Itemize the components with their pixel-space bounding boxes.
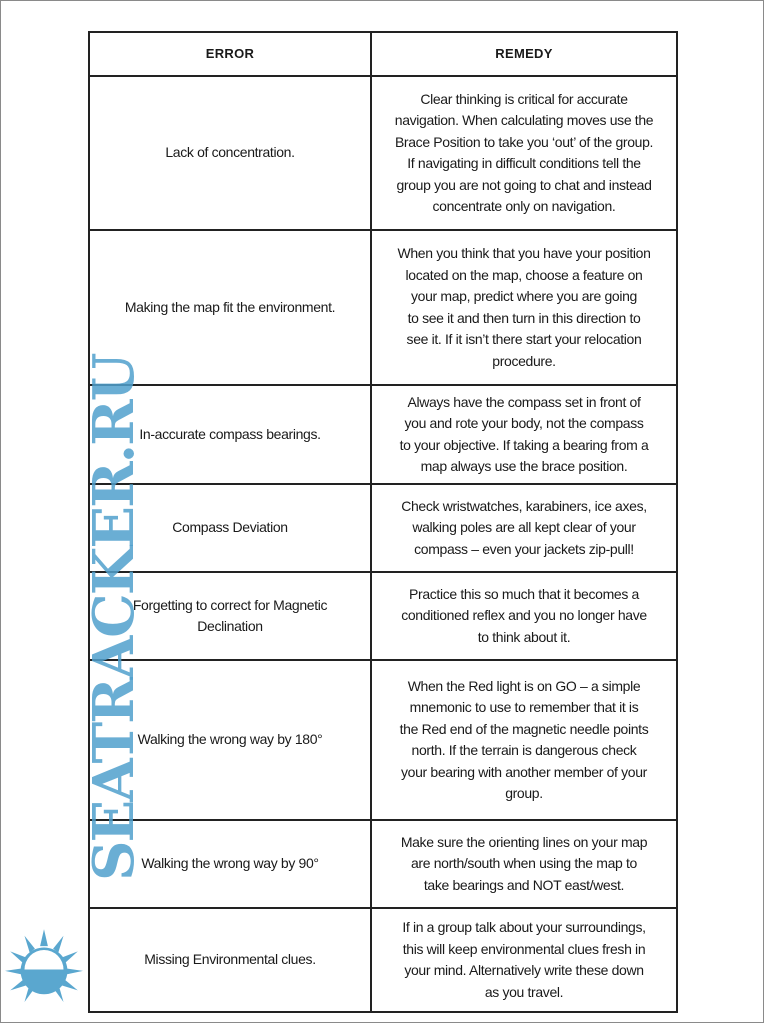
table-row bbox=[89, 660, 677, 820]
table-row bbox=[89, 572, 677, 660]
navigation-errors-table bbox=[88, 31, 678, 1013]
error-cell: Forgetting to correct for Magnetic Declination bbox=[89, 572, 371, 660]
watermark-text: SEATRACKER.RU bbox=[81, 354, 147, 881]
table-row bbox=[89, 484, 677, 572]
remedy-cell: If in a group talk about your surroundings, this will keep environmental clues fresh in your mind. Alternatively write these down as you travel. bbox=[371, 908, 677, 1012]
sun-logo-icon bbox=[5, 926, 83, 1004]
table-row bbox=[89, 820, 677, 908]
table-row bbox=[89, 76, 677, 230]
table-row bbox=[89, 908, 677, 1012]
header-error: ERROR bbox=[89, 32, 371, 76]
remedy-cell: Clear thinking is critical for accurate navigation. When calculating moves use the Brace Position to take you ‘out’ of the group. If navigating in difficult conditions tell the group you are not going to chat and instead concentrate only on navigation. bbox=[371, 76, 677, 230]
error-cell: In-accurate compass bearings. bbox=[89, 385, 371, 484]
remedy-cell: Make sure the orienting lines on your map are north/south when using the map to take bearings and NOT east/west. bbox=[371, 820, 677, 908]
error-cell: Walking the wrong way by 180° bbox=[89, 660, 371, 820]
error-cell: Walking the wrong way by 90° bbox=[89, 820, 371, 908]
error-cell: Compass Deviation bbox=[89, 484, 371, 572]
table-header-row bbox=[89, 32, 677, 76]
header-remedy: REMEDY bbox=[371, 32, 677, 76]
table-row bbox=[89, 230, 677, 385]
remedy-cell: Always have the compass set in front of you and rote your body, not the compass to your objective. If taking a bearing from a map always use the brace position. bbox=[371, 385, 677, 484]
error-cell: Making the map fit the environment. bbox=[89, 230, 371, 385]
remedy-cell: Practice this so much that it becomes a conditioned reflex and you no longer have to think about it. bbox=[371, 572, 677, 660]
remedy-cell: When the Red light is on GO – a simple mnemonic to use to remember that it is the Red end of the magnetic needle points north. If the terrain is dangerous check your bearing with another member of your group. bbox=[371, 660, 677, 820]
error-cell: Lack of concentration. bbox=[89, 76, 371, 230]
table-row bbox=[89, 385, 677, 484]
remedy-cell: When you think that you have your position located on the map, choose a feature on your map, predict where you are going to see it and then turn in this direction to see it. If it isn’t there start your relocation procedure. bbox=[371, 230, 677, 385]
remedy-cell: Check wristwatches, karabiners, ice axes, walking poles are all kept clear of your compass – even your jackets zip-pull! bbox=[371, 484, 677, 572]
error-cell: Missing Environmental clues. bbox=[89, 908, 371, 1012]
